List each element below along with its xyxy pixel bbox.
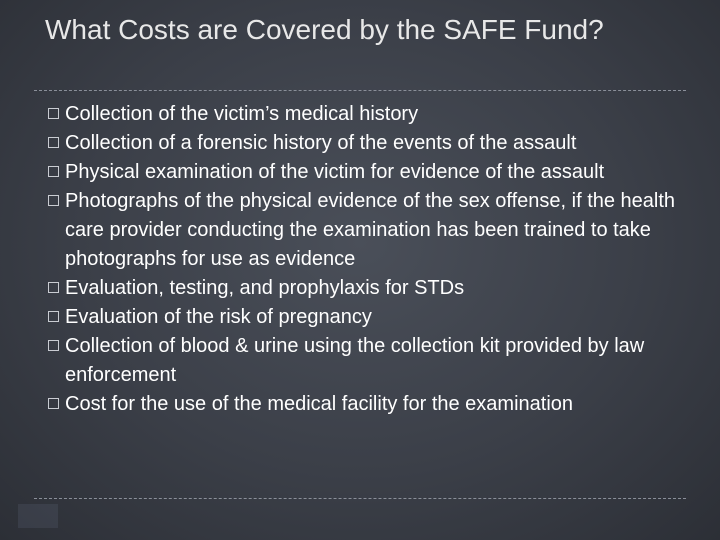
list-item xyxy=(48,187,688,274)
square-bullet-icon xyxy=(48,311,59,322)
list-item xyxy=(48,303,688,332)
square-bullet-icon xyxy=(48,195,59,206)
square-bullet-icon xyxy=(48,340,59,351)
list-item xyxy=(48,158,688,187)
corner-decoration xyxy=(18,504,58,528)
list-item xyxy=(48,129,688,158)
list-item xyxy=(48,332,688,390)
bullet-text: Photographs of the physical evidence of the sex offense, if the health care provider conducting the examination has been trained to take photographs for use as evidence xyxy=(65,190,676,270)
square-bullet-icon xyxy=(48,166,59,177)
list-item xyxy=(48,390,688,419)
bullet-text: Evaluation of the risk of pregnancy xyxy=(65,306,372,328)
slide-title: What Costs are Covered by the SAFE Fund? xyxy=(45,14,604,45)
bottom-divider xyxy=(34,498,686,499)
square-bullet-icon xyxy=(48,398,59,409)
bullet-text: Collection of blood & urine using the collection kit provided by law enforcement xyxy=(65,335,645,386)
square-bullet-icon xyxy=(48,137,59,148)
list-item xyxy=(48,100,688,129)
bullet-text: Cost for the use of the medical facility for the examination xyxy=(65,393,574,415)
top-divider xyxy=(34,90,686,91)
bullet-text: Collection of the victim’s medical history xyxy=(65,103,419,125)
square-bullet-icon xyxy=(48,282,59,293)
list-item xyxy=(48,274,688,303)
square-bullet-icon xyxy=(48,108,59,119)
bullet-text: Physical examination of the victim for evidence of the assault xyxy=(65,161,605,183)
bullet-list xyxy=(48,100,688,419)
bullet-text: Collection of a forensic history of the events of the assault xyxy=(65,132,577,154)
bullet-text: Evaluation, testing, and prophylaxis for STDs xyxy=(65,277,465,299)
